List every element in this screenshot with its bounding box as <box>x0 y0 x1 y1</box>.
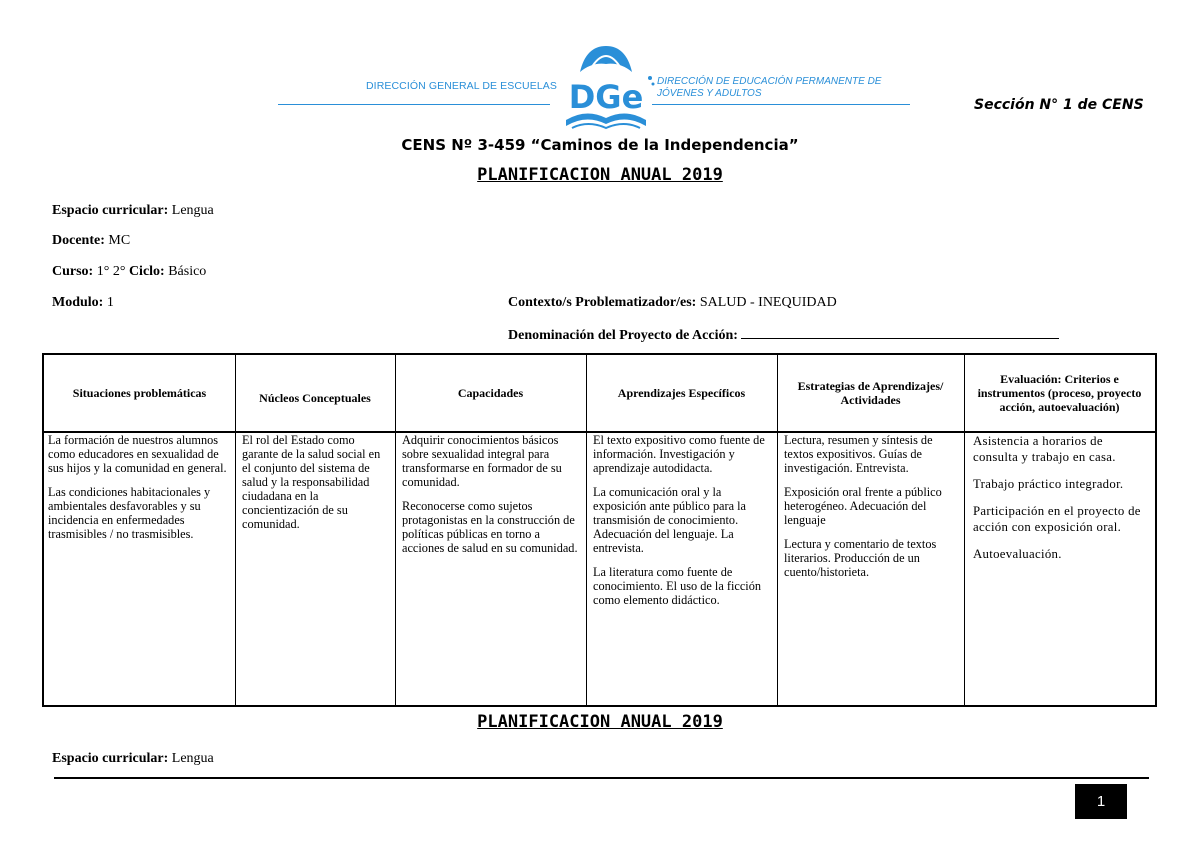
org-left-label: DIRECCIÓN GENERAL DE ESCUELAS <box>366 80 557 92</box>
school-title: CENS Nº 3-459 “Caminos de la Independencia” <box>401 136 799 154</box>
contexto-label: Contexto/s Problematizador/es: <box>508 295 697 310</box>
espacio-field-repeat <box>52 751 214 767</box>
espacio-value: Lengua <box>168 203 214 218</box>
cell-paragraph: La comunicación oral y la exposición ante público para la transmisión de conocimiento. Adecuación del lenguaje. La entrevista. <box>593 485 746 555</box>
espacio-value-repeat: Lengua <box>168 751 214 766</box>
curso-field <box>52 264 206 280</box>
planning-table <box>42 353 1157 707</box>
plan-title-repeat: PLANIFICACION ANUAL 2019 <box>477 712 723 732</box>
curso-value: 1° 2° <box>93 264 129 279</box>
dge-logo <box>556 42 656 132</box>
header-estrategias: Estrategias de Aprendizajes/ Actividades <box>797 379 944 407</box>
footer-rule <box>54 777 1149 779</box>
cell-aprendizajes <box>589 433 777 617</box>
cell-paragraph: El rol del Estado como garante de la salud social en el conjunto del sistema de salud y la responsabilidad ciudadana en la concientización de su comunidad. <box>242 433 381 531</box>
ciclo-label: Ciclo: <box>128 264 165 279</box>
espacio-label: Espacio curricular: <box>52 203 169 218</box>
header-nucleos: Núcleos Conceptuales <box>259 391 371 405</box>
espacio-label-repeat: Espacio curricular: <box>52 751 169 766</box>
docente-value: MC <box>104 233 131 248</box>
cell-paragraph: El texto expositivo como fuente de información. Investigación y aprendizaje autodidacta. <box>593 433 765 475</box>
contexto-field <box>508 295 837 311</box>
cell-estrategias <box>780 433 964 589</box>
org-right-label: DIRECCIÓN DE EDUCACIÓN PERMANENTE DE JÓVENES Y ADULTOS <box>657 76 882 99</box>
header-situaciones: Situaciones problemáticas <box>72 386 207 400</box>
header-aprendizajes: Aprendizajes Específicos <box>617 386 746 400</box>
cell-paragraph: Lectura, resumen y síntesis de textos expositivos. Guías de investigación. Entrevista. <box>784 433 933 475</box>
modulo-field <box>52 295 114 311</box>
cell-situaciones <box>44 433 235 551</box>
cell-paragraph: Exposición oral frente a público heterogéneo. Adecuación del lenguaje <box>784 485 942 527</box>
cell-paragraph: La formación de nuestros alumnos como educadores en sexualidad de sus hijos y la comunidad en general. <box>48 433 227 475</box>
docente-field <box>52 233 130 249</box>
cell-capacidades <box>398 433 586 565</box>
curso-label: Curso: <box>52 264 94 279</box>
cell-nucleos <box>238 433 395 541</box>
ciclo-value: Básico <box>164 264 207 279</box>
cell-paragraph: Asistencia a horarios de consulta y trabajo en casa. <box>973 434 1116 464</box>
cell-paragraph: Participación en el proyecto de acción con exposición oral. <box>973 504 1141 534</box>
section-label: Sección N° 1 de CENS <box>974 97 1144 113</box>
denominacion-blank <box>741 326 1059 339</box>
cell-paragraph: Lectura y comentario de textos literarios. Producción de un cuento/historieta. <box>784 537 937 579</box>
cell-paragraph: Autoevaluación. <box>973 547 1062 561</box>
header-rule-left <box>278 104 550 105</box>
modulo-label: Modulo: <box>52 295 104 310</box>
page-number: 1 <box>1075 784 1127 819</box>
docente-label: Docente: <box>52 233 105 248</box>
espacio-field <box>52 203 214 219</box>
header-evaluacion: Evaluación: Criterios e instrumentos (proceso, proyecto acción, autoevaluación) <box>977 372 1142 414</box>
cell-evaluacion <box>969 433 1155 573</box>
logo-text: DGe <box>568 78 644 116</box>
denominacion-label: Denominación del Proyecto de Acción: <box>508 328 738 343</box>
cell-paragraph: Las condiciones habitacionales y ambientales desfavorables y su incidencia en enfermedades trasmisibles / no trasmisibles. <box>48 485 211 541</box>
header-capacidades: Capacidades <box>457 386 524 400</box>
plan-title: PLANIFICACION ANUAL 2019 <box>477 165 723 185</box>
cell-paragraph: Trabajo práctico integrador. <box>973 477 1124 491</box>
contexto-value: SALUD - INEQUIDAD <box>696 295 837 310</box>
denominacion-field <box>508 326 1059 344</box>
cell-paragraph: Adquirir conocimientos básicos sobre sexualidad integral para transformarse en formador de su comunidad. <box>402 433 562 489</box>
modulo-value: 1 <box>103 295 114 310</box>
cell-paragraph: Reconocerse como sujetos protagonistas en la construcción de políticas públicas en torno a acciones de salud en su comunidad. <box>402 499 578 555</box>
header-rule-right <box>652 104 910 105</box>
cell-paragraph: La literatura como fuente de conocimiento. El uso de la ficción como elemento didáctico. <box>593 565 762 607</box>
